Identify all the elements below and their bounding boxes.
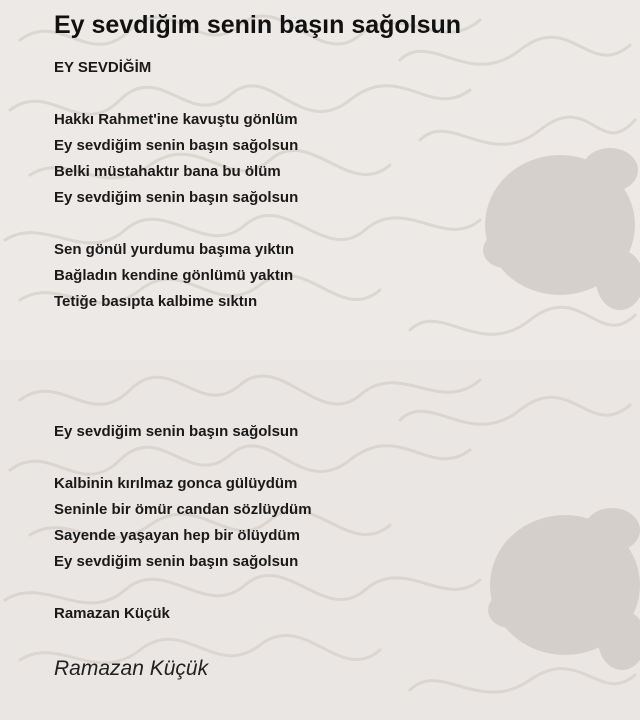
- poem-line: Ey sevdiğim senin başın sağolsun: [54, 189, 299, 206]
- stanza-gap: [54, 393, 312, 419]
- poem-title: Ey sevdiğim senin başın sağolsun: [54, 11, 462, 39]
- poem-line: Belki müstahaktır bana bu ölüm: [54, 163, 281, 180]
- stanza-gap: [54, 315, 312, 393]
- poem-line: Hakkı Rahmet'ine kavuştu gönlüm: [54, 111, 298, 128]
- stanza-gap: [54, 575, 312, 601]
- poem-line: Ey sevdiğim senin başın sağolsun: [54, 423, 299, 440]
- author-signature: Ramazan Küçük: [54, 657, 209, 680]
- poem-line: Ey sevdiğim senin başın sağolsun: [54, 553, 299, 570]
- poem-line: Sen gönül yurdumu başıma yıktın: [54, 241, 295, 258]
- poem-line: Ey sevdiğim senin başın sağolsun: [54, 137, 299, 154]
- poem-line: Tetiğe basıpta kalbime sıktın: [54, 293, 258, 310]
- stanza-gap: [54, 211, 312, 237]
- poem-body: [54, 55, 312, 627]
- poem-line: Sayende yaşayan hep bir ölüydüm: [54, 527, 300, 544]
- stanza-gap: [54, 81, 312, 107]
- poem-line: Kalbinin kırılmaz gonca gülüydüm: [54, 475, 298, 492]
- stanza-gap: [54, 445, 312, 471]
- poem-author-line: Ramazan Küçük: [54, 605, 170, 622]
- poem-line: Seninle bir ömür candan sözlüydüm: [54, 501, 312, 518]
- poem-heading: EY SEVDİĞİM: [54, 59, 152, 76]
- poem-line: Bağladın kendine gönlümü yaktın: [54, 267, 294, 284]
